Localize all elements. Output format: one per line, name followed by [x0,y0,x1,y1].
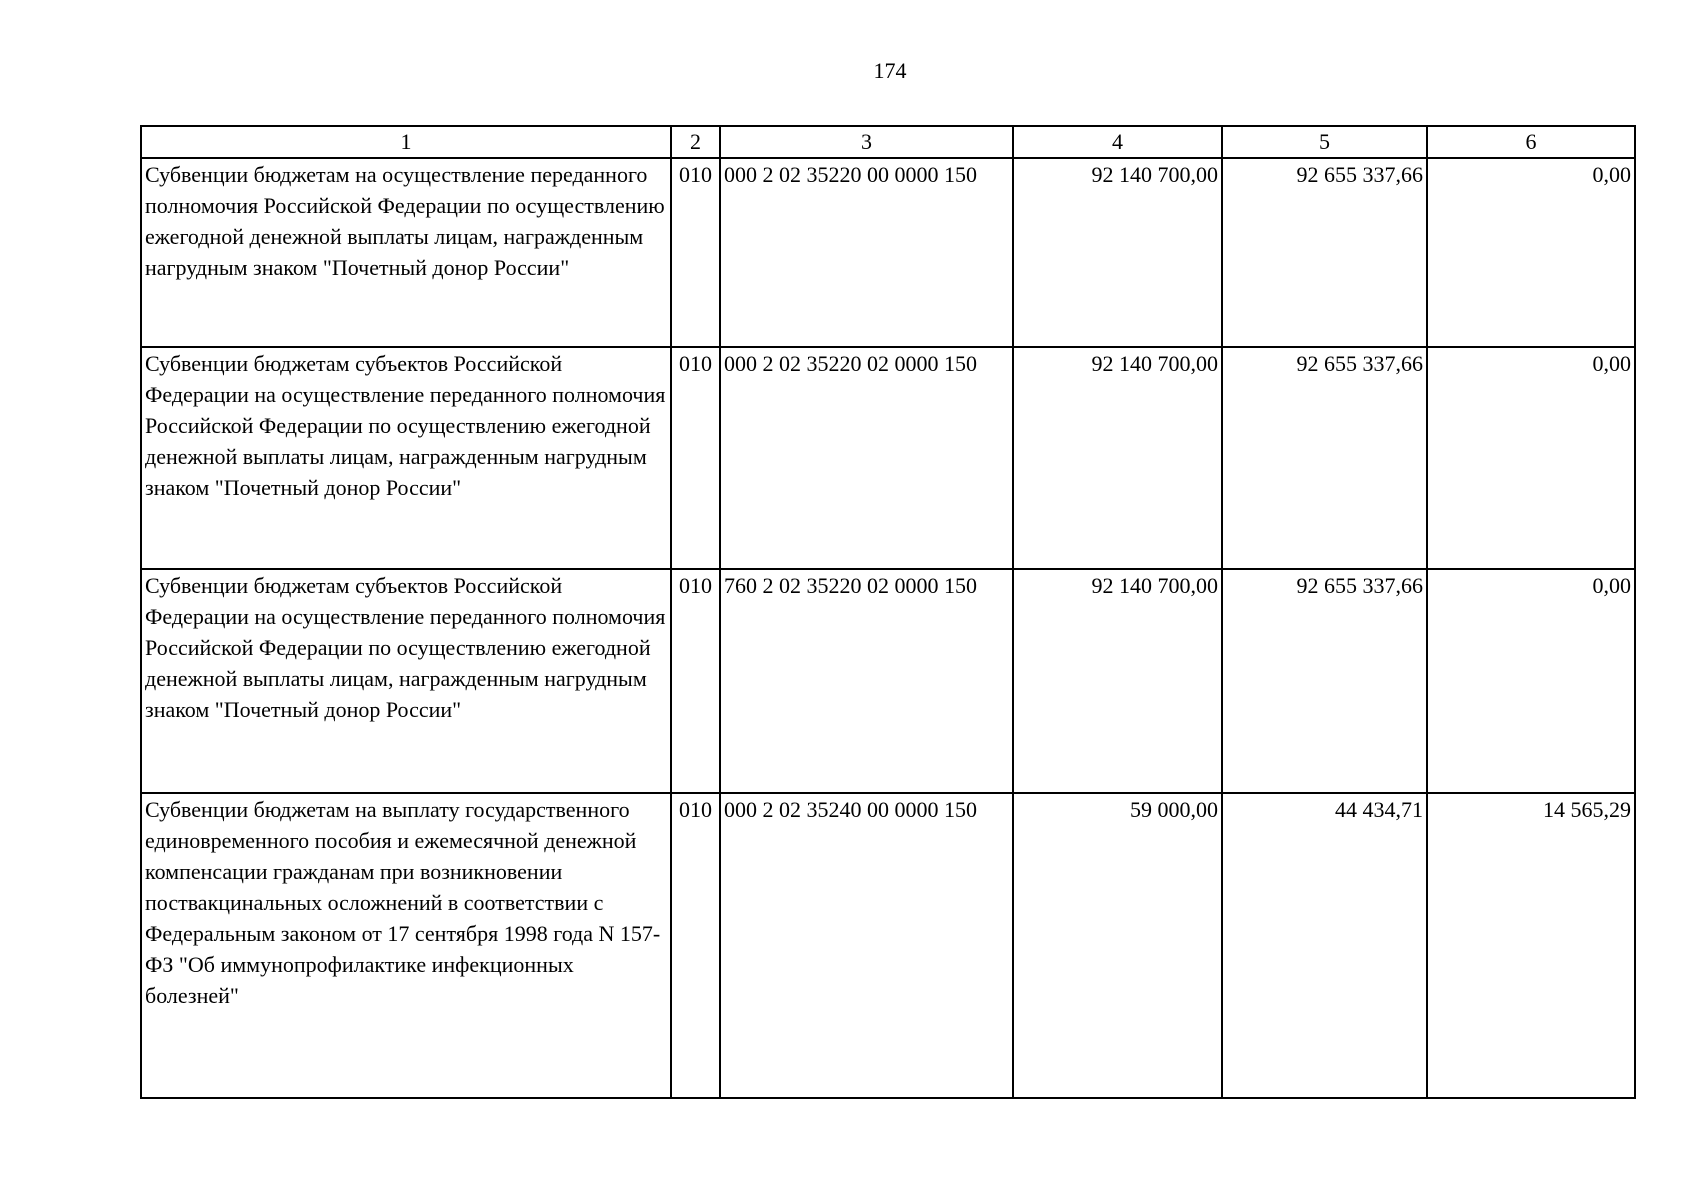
row-budget-code: 000 2 02 35240 00 0000 150 [720,793,1013,1098]
row-line-code: 010 [671,347,720,569]
page-number: 174 [873,58,907,83]
row-line-code: 010 [671,793,720,1098]
row-name: Субвенции бюджетам на выплату государственного единовременного пособия и ежемесячной денежной компенсации гражданам при возникновении поствакцинальных осложнений в соответствии с Федеральным законом от 17 сентября 1998 года N 157-ФЗ "Об иммунопрофилактике инфекционных болезней" [141,793,671,1098]
column-header-5: 5 [1222,126,1427,158]
row-executed: 92 655 337,66 [1222,569,1427,793]
row-unexecuted: 14 565,29 [1427,793,1635,1098]
row-approved: 92 140 700,00 [1013,158,1222,347]
row-name: Субвенции бюджетам субъектов Российской Федерации на осуществление переданного полномочия Российской Федерации по осуществлению ежегодной денежной выплаты лицам, награжденным нагрудным знаком "Почетный донор России" [141,569,671,793]
table-header-row [141,126,1635,158]
table-row [141,569,1635,793]
row-name: Субвенции бюджетам субъектов Российской Федерации на осуществление переданного полномочия Российской Федерации по осуществлению ежегодной денежной выплаты лицам, награжденным нагрудным знаком "Почетный донор России" [141,347,671,569]
row-unexecuted: 0,00 [1427,347,1635,569]
row-unexecuted: 0,00 [1427,569,1635,793]
row-approved: 59 000,00 [1013,793,1222,1098]
column-header-3: 3 [720,126,1013,158]
row-budget-code: 000 2 02 35220 00 0000 150 [720,158,1013,347]
row-line-code: 010 [671,158,720,347]
row-unexecuted: 0,00 [1427,158,1635,347]
row-approved: 92 140 700,00 [1013,347,1222,569]
row-executed: 92 655 337,66 [1222,347,1427,569]
row-budget-code: 760 2 02 35220 02 0000 150 [720,569,1013,793]
row-executed: 44 434,71 [1222,793,1427,1098]
row-executed: 92 655 337,66 [1222,158,1427,347]
column-header-4: 4 [1013,126,1222,158]
table-row [141,158,1635,347]
budget-table [140,125,1636,1099]
row-name: Субвенции бюджетам на осуществление переданного полномочия Российской Федерации по осуществлению ежегодной денежной выплаты лицам, награжденным нагрудным знаком "Почетный донор России" [141,158,671,347]
table-row [141,347,1635,569]
row-approved: 92 140 700,00 [1013,569,1222,793]
column-header-6: 6 [1427,126,1635,158]
column-header-1: 1 [141,126,671,158]
table-row [141,793,1635,1098]
row-line-code: 010 [671,569,720,793]
column-header-2: 2 [671,126,720,158]
row-budget-code: 000 2 02 35220 02 0000 150 [720,347,1013,569]
